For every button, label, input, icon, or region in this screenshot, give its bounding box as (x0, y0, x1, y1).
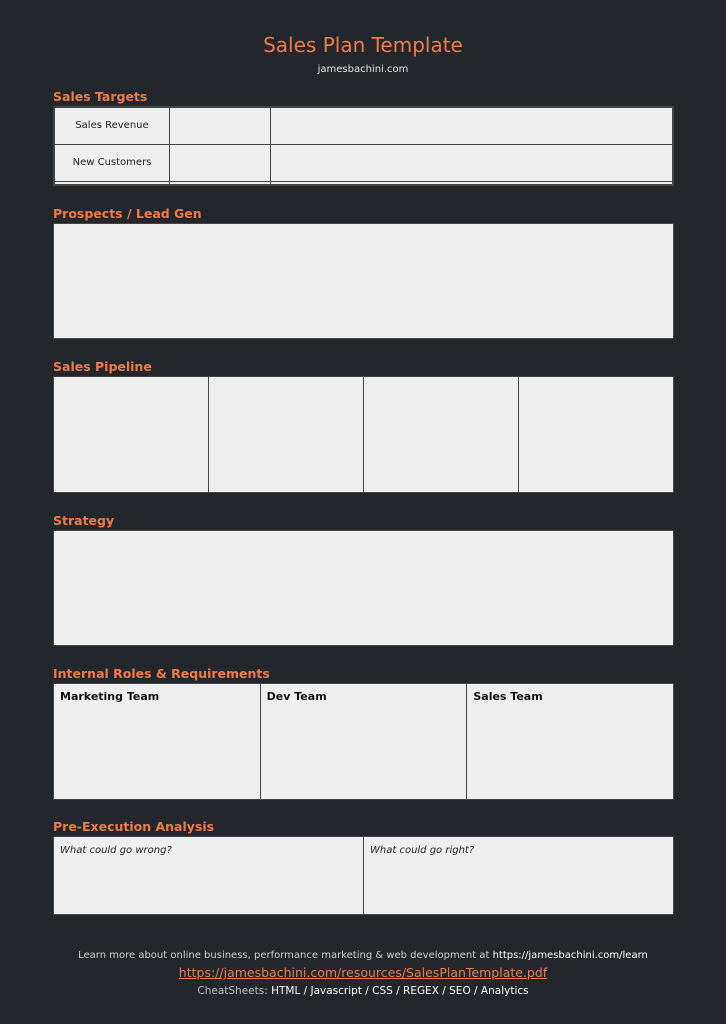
role-cell-marketing[interactable] (54, 684, 261, 799)
pipeline-stage-cell[interactable] (54, 377, 209, 492)
section-title-prospects: Prospects / Lead Gen (53, 206, 202, 221)
analysis-cell-right[interactable] (364, 837, 673, 914)
pipeline-stage-cell[interactable] (209, 377, 364, 492)
section-title-roles: Internal Roles & Requirements (53, 666, 270, 681)
footer-learn-text: Learn more about online business, performance marketing & web development at (78, 950, 493, 961)
role-label: Sales Team (473, 690, 543, 703)
analysis-cell-wrong[interactable] (54, 837, 364, 914)
site-name: jamesbachini.com (317, 64, 409, 75)
pipeline-stage-cell[interactable] (364, 377, 519, 492)
roles-box (53, 683, 674, 800)
footer-cheat-label: CheatSheets: (197, 985, 272, 997)
pipeline-box (53, 376, 674, 493)
prospects-box[interactable] (53, 223, 674, 339)
footer-cheatsheets (0, 985, 726, 997)
table-row (55, 181, 673, 184)
section-title-sales-targets: Sales Targets (53, 89, 148, 104)
target-notes-cell[interactable] (271, 181, 673, 184)
analysis-label: What could go wrong? (60, 845, 172, 856)
target-label-cell (55, 181, 170, 184)
table-row (55, 144, 673, 181)
role-label: Marketing Team (60, 690, 160, 703)
sales-targets-table (53, 106, 674, 186)
section-title-pipeline: Sales Pipeline (53, 359, 152, 374)
pipeline-stage-cell[interactable] (519, 377, 673, 492)
section-title-strategy: Strategy (53, 513, 115, 528)
role-cell-dev[interactable] (261, 684, 468, 799)
target-notes-cell[interactable] (271, 108, 673, 145)
target-value-cell[interactable] (170, 108, 271, 145)
target-label-cell: New Customers (55, 144, 170, 181)
target-notes-cell[interactable] (271, 144, 673, 181)
footer-learn-more (0, 950, 726, 961)
footer-pdf-link[interactable]: https://jamesbachini.com/resources/SalesPlanTemplate.pdf (178, 965, 548, 980)
target-value-cell[interactable] (170, 181, 271, 184)
target-value-cell[interactable] (170, 144, 271, 181)
footer-cheat-links[interactable]: HTML / Javascript / CSS / REGEX / SEO / Analytics (271, 985, 529, 997)
role-label: Dev Team (266, 690, 327, 703)
analysis-box (53, 836, 674, 915)
strategy-box[interactable] (53, 530, 674, 646)
role-cell-sales[interactable] (467, 684, 673, 799)
table-row (55, 108, 673, 145)
section-title-analysis: Pre-Execution Analysis (53, 819, 215, 834)
page-title: Sales Plan Template (263, 33, 463, 57)
analysis-label: What could go right? (370, 845, 475, 856)
target-label-cell: Sales Revenue (55, 108, 170, 145)
footer-learn-link[interactable]: https://jamesbachini.com/learn (492, 950, 648, 961)
